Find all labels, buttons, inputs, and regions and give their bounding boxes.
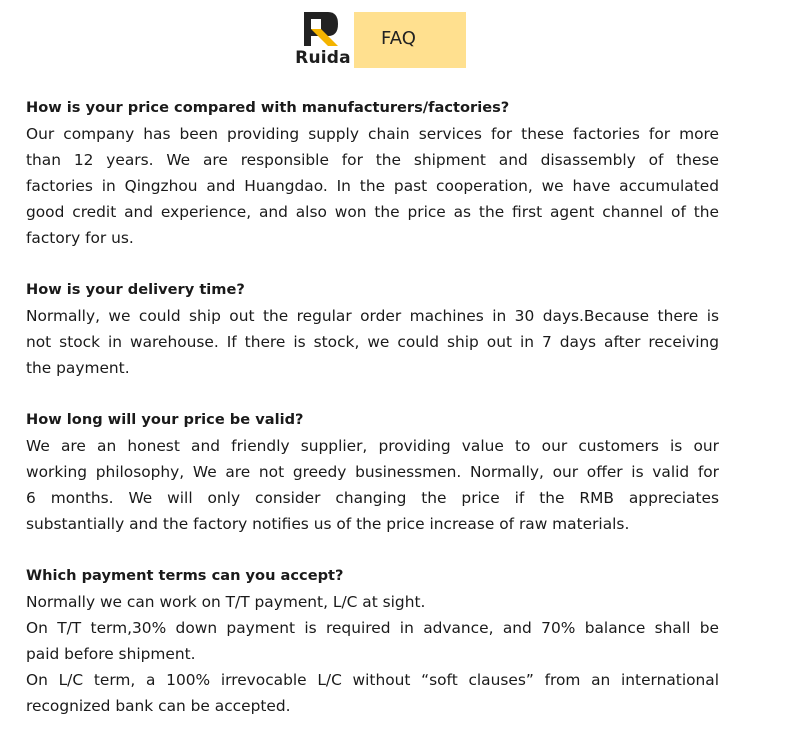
- answer-line: On T/T term,30% down payment is required in advance, and 70% balance shall be: [26, 619, 719, 637]
- answer-line: good credit and experience, and also won the price as the first agent channel of the: [26, 203, 719, 221]
- answer-line: factories in Qingzhou and Huangdao. In the past cooperation, we have accumulated: [26, 177, 719, 195]
- brand-logo: [292, 12, 354, 72]
- faq-item: [26, 277, 719, 381]
- answer-line: On L/C term, a 100% irrevocable L/C without “soft clauses” from an international: [26, 671, 719, 689]
- answer-line: substantially and the factory notifies us of the price increase of raw materials.: [26, 515, 630, 533]
- answer-line: Normally, we could ship out the regular order machines in 30 days.Because there is: [26, 307, 719, 325]
- answer-line: not stock in warehouse. If there is stock, we could ship out in 7 days after receiving: [26, 333, 719, 351]
- ruida-logo-icon: [304, 12, 338, 46]
- faq-answer: [26, 589, 719, 719]
- faq-content: [26, 95, 719, 744]
- faq-question: How is your delivery time?: [26, 281, 245, 298]
- answer-line: factory for us.: [26, 229, 134, 247]
- faq-item: [26, 563, 719, 719]
- faq-title-box: [354, 12, 466, 68]
- answer-line: Normally we can work on T/T payment, L/C at sight.: [26, 593, 426, 611]
- faq-answer: [26, 303, 719, 381]
- answer-line: We are an honest and friendly supplier, providing value to our customers is our: [26, 437, 719, 455]
- answer-line: paid before shipment.: [26, 645, 196, 663]
- faq-answer: [26, 433, 719, 537]
- answer-line: recognized bank can be accepted.: [26, 697, 291, 715]
- faq-question: Which payment terms can you accept?: [26, 567, 344, 584]
- brand-name: Ruida: [295, 48, 351, 68]
- faq-item: [26, 95, 719, 251]
- answer-line: 6 months. We will only consider changing the price if the RMB appreciates: [26, 489, 719, 507]
- faq-answer: [26, 121, 719, 251]
- faq-question: How is your price compared with manufacturers/factories?: [26, 99, 510, 116]
- answer-line: than 12 years. We are responsible for the shipment and disassembly of these: [26, 151, 719, 169]
- faq-question: How long will your price be valid?: [26, 411, 304, 428]
- faq-item: [26, 407, 719, 537]
- answer-line: working philosophy, We are not greedy businessmen. Normally, our offer is valid for: [26, 463, 719, 481]
- page-header: [0, 0, 800, 80]
- answer-line: Our company has been providing supply chain services for these factories for more: [26, 125, 719, 143]
- page-title: FAQ: [381, 28, 416, 49]
- answer-line: the payment.: [26, 359, 130, 377]
